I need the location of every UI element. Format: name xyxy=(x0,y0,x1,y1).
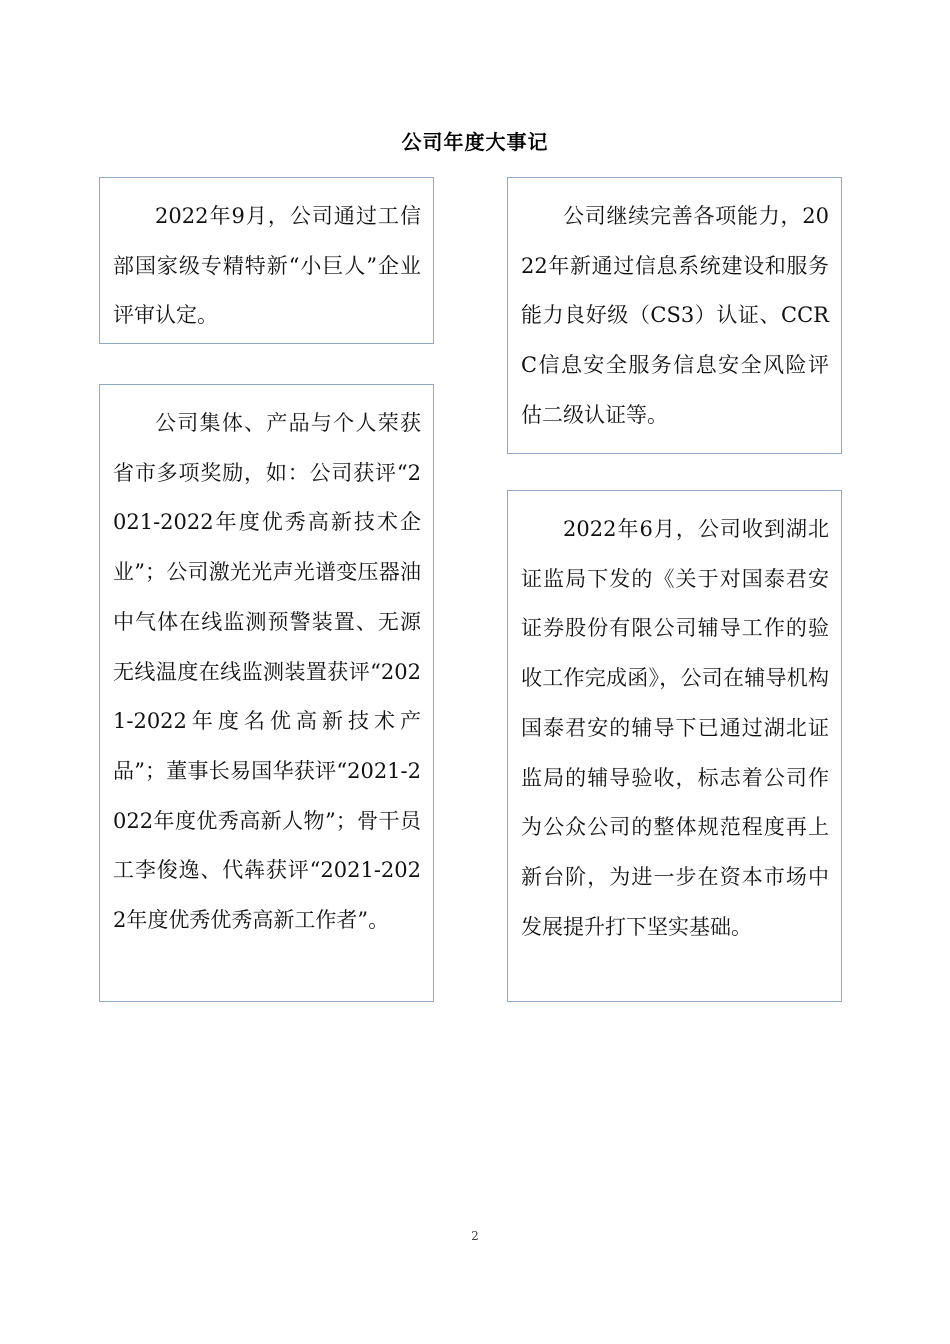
page-title: 公司年度大事记 xyxy=(401,130,549,154)
event-box-tutoring-acceptance xyxy=(507,490,842,1002)
event-box-awards xyxy=(99,384,434,1002)
event-text: 2022年6月，公司收到湖北证监局下发的《关于对国泰君安证券股份有限公司辅导工作的验收工作完成函》，公司在辅导机构国泰君安的辅导下已通过湖北证监局的辅导验收，标志着公司作为公众公司的整体规范程度再上新台阶，为进一步在资本市场中发展提升打下坚实基础。 xyxy=(521,517,829,939)
event-text: 2022年9月，公司通过工信部国家级专精特新“小巨人”企业评审认定。 xyxy=(113,204,421,328)
event-text: 公司继续完善各项能力，2022年新通过信息系统建设和服务能力良好级（CS3）认证、CCRC信息安全服务信息安全风险评估二级认证等。 xyxy=(521,204,829,427)
page-number: 2 xyxy=(471,1229,479,1243)
event-box-capability-certifications xyxy=(507,177,842,454)
event-text: 公司集体、产品与个人荣获省市多项奖励，如：公司获评“2021-2022年度优秀高新技术企业”；公司激光光声光谱变压器油中气体在线监测预警装置、无源无线温度在线监测装置获评“2021-2022年度名优高新技术产品”；董事长易国华获评“2021-2022年度优秀高新人物”；骨干员工李俊逸、代犇获评“2021-2022年度优秀优秀高新工作者”。 xyxy=(113,411,421,933)
event-box-xiaojuren-certification xyxy=(99,177,434,344)
